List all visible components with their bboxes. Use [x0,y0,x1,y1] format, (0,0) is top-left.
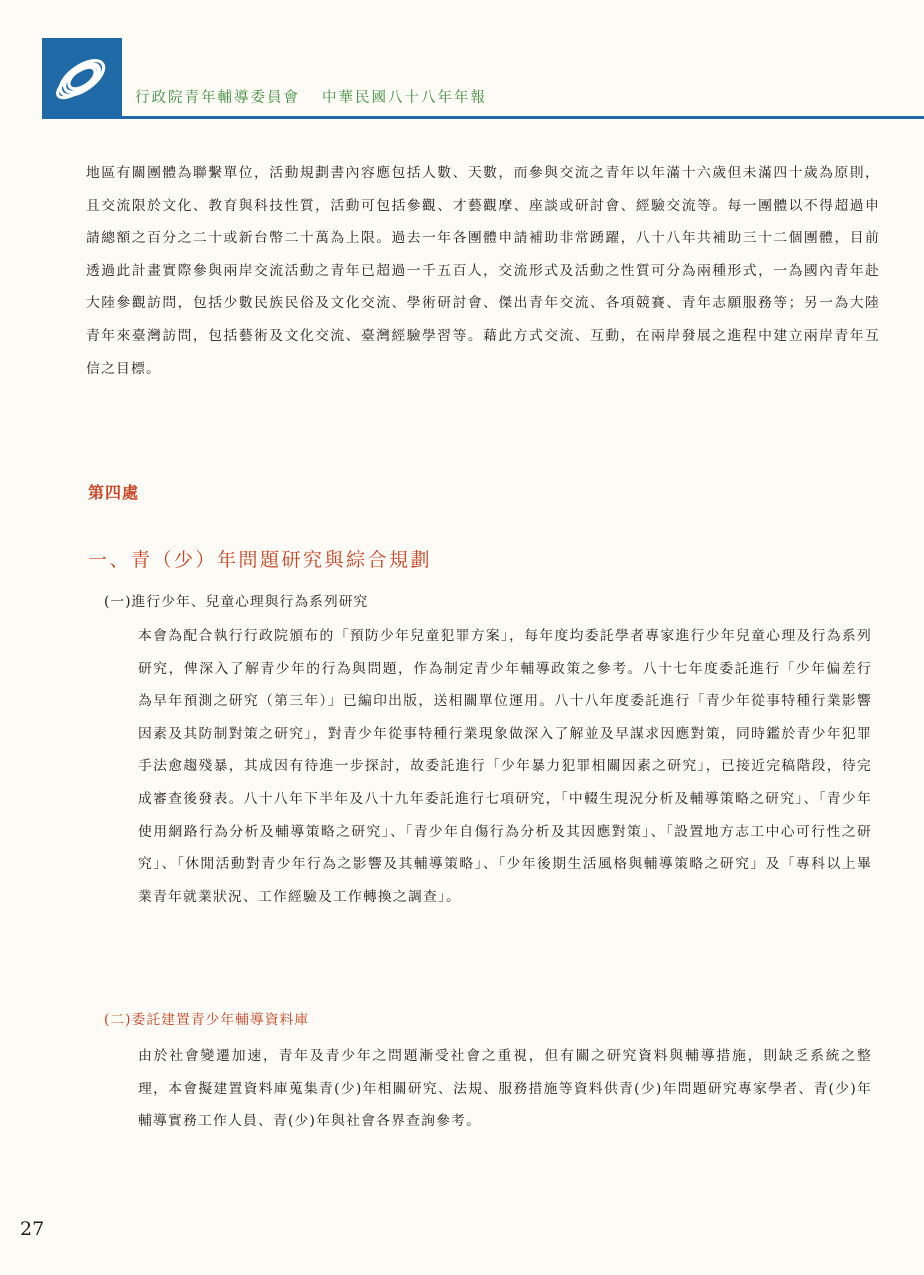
item-title-1: (一)進行少年、兒童心理與行為系列研究 [104,594,369,610]
page-number: 27 [20,1218,45,1240]
header-report: 中華民國八十八年年報 [322,90,487,106]
header-title [135,86,487,107]
item-title-2: (二)委託建置青少年輔導資料庫 [104,1012,310,1028]
item-body-1: 本會為配合執行行政院頒布的「預防少年兒童犯罪方案」，每年度均委託學者專家進行少年兒童心理及行為系列研究，俾深入了解青少年的行為與問題，作為制定青少年輔導政策之參考。八十七年度委託進行「少年偏差行為早年預測之研究（第三年）」已編印出版，送相關單位運用。八十八年度委託進行「青少年從事特種行業影響因素及其防制對策之研究」，對青少年從事特種行業現象做深入了解並及早謀求因應對策，同時鑑於青少年犯罪手法愈趨殘暴，其成因有待進一步探討，故委託進行「少年暴力犯罪相關因素之研究」，已接近完稿階段，待完成審查後發表。八十八年下半年及八十九年委託進行七項研究，「中輟生現況分析及輔導策略之研究」、「青少年使用網路行為分析及輔導策略之研究」、「青少年自傷行為分析及其因應對策」、「設置地方志工中心可行性之研究」、「休閒活動對青少年行為之影響及其輔導策略」、「少年後期生活風格與輔導策略之研究」及「專科以上畢業青年就業狀況、工作經驗及工作轉換之調查」。 [138,628,872,905]
section-title: 第四處 [88,483,140,502]
item-body-2: 由於社會變遷加速，青年及青少年之問題漸受社會之重視，但有關之研究資料與輔導措施，則缺乏系統之整理，本會擬建置資料庫蒐集青(少)年相關研究、法規、服務措施等資料供青(少)年問題研究專家學者、青(少)年輔導實務工作人員、青(少)年與社會各界查詢參考。 [138,1048,872,1130]
rings-logo-icon [42,38,122,116]
subsection-title: 一、青（少）年問題研究與綜合規劃 [88,549,433,571]
header-org: 行政院青年輔導委員會 [135,90,300,106]
intro-paragraph: 地區有關團體為聯繫單位，活動規劃書內容應包括人數、天數，而參與交流之青年以年滿十六歲但未滿四十歲為原則，且交流限於文化、教育與科技性質，活動可包括參觀、才藝觀摩、座談或研討會、經驗交流等。每一團體以不得超過申請總額之百分之二十或新台幣二十萬為上限。過去一年各團體申請補助非常踴躍，八十八年共補助三十二個團體，目前透過此計畫實際參與兩岸交流活動之青年已超過一千五百人，交流形式及活動之性質可分為兩種形式，一為國內青年赴大陸參觀訪問，包括少數民族民俗及文化交流、學術研討會、傑出青年交流、各項競賽、青年志願服務等；另一為大陸青年來臺灣訪問，包括藝術及文化交流、臺灣經驗學習等。藉此方式交流、互動，在兩岸發展之進程中建立兩岸青年互信之目標。 [86,165,880,377]
logo [42,38,122,116]
header-divider [42,116,924,119]
